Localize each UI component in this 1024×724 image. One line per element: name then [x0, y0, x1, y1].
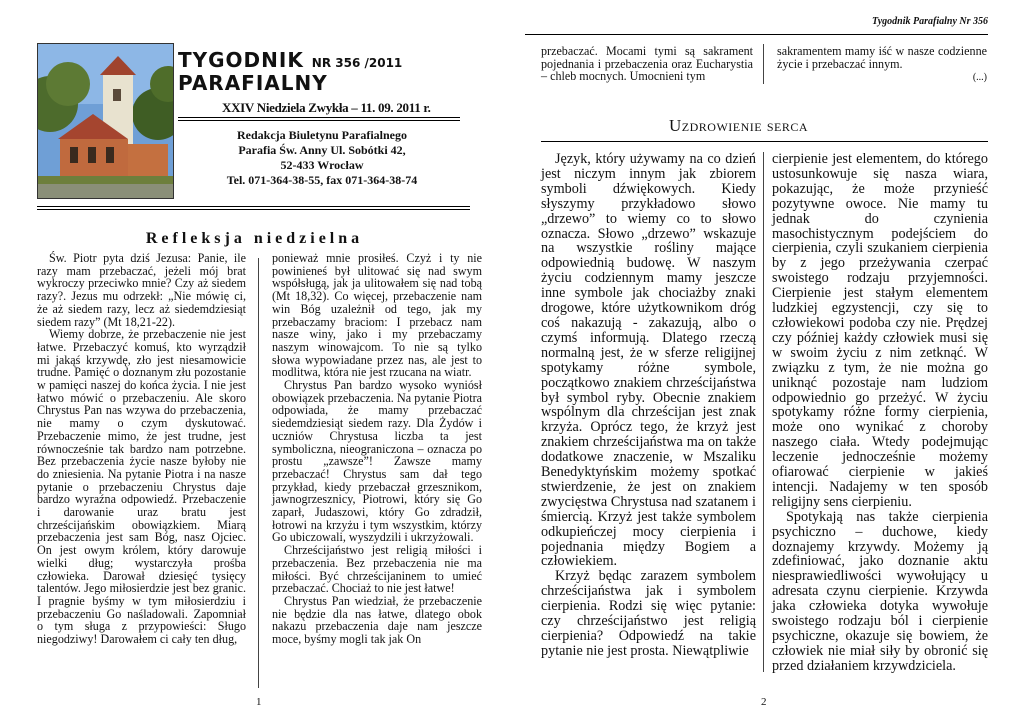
page-header [525, 4, 988, 34]
address-line: Tel. 071-364-38-55, fax 071-364-38-74 [226, 173, 418, 187]
masthead-title [178, 48, 402, 72]
paragraph: Spotykają nas także cierpienia psychiczno – duchowe, kiedy doznajemy krzywdy. Możemy ją zdefiniować, jako doznanie aktu niesprawiedliwości wywołujący u adresata czynu cierpienie. Krzywda jaka człowieka dotyka wywołuje swoistego rodzaju ból i cierpienie psychiczne, okazuje się bowiem, że człowiek nie miał siły by obronić się przed działaniem krzywdziciela. [772, 508, 988, 674]
page-number: 1 [256, 696, 262, 708]
paragraph: ponieważ mnie prosiłeś. Czyż i ty nie powinieneś był ulitować się nad swym współsługą, jak ja ulitowałem się nad tobą (Mt 18,32). Co więcej, przebaczenie nam win Bóg uzależnił od tego, jak my przebaczamy braciom: I przebacz nam nasze winy, jako i my przebaczamy naszym winowajcom. To nie są tylko słowa wypowiadane przez nas, ale jest to modlitwa, która nie jest rzucana na wiatr. [272, 251, 482, 380]
address-line: Redakcja Biuletynu Parafialnego [237, 128, 407, 142]
article-column-2 [772, 152, 988, 674]
continuation-text: sakramentem mamy iść w nasze codzienne życie i przebaczać innym. [777, 44, 987, 71]
column-divider [258, 258, 259, 688]
address-line: 52-433 Wrocław [280, 158, 364, 172]
column-divider [763, 44, 764, 84]
article-title: Uzdrowienie serca [669, 116, 809, 135]
masthead-rule [178, 117, 460, 121]
ellipsis: (...) [972, 72, 987, 84]
church-photo [37, 43, 174, 199]
section-title: Refleksja niedzielna [145, 230, 364, 247]
brand-word-1: TYGODNIK [178, 48, 304, 72]
issue-number: NR 356 /2011 [311, 56, 403, 70]
issue-date: XXIV Niedziela Zwykła – 11. 09. 2011 r. [222, 100, 431, 115]
editorial-address [192, 128, 452, 188]
article-title-rule [541, 141, 988, 142]
masthead-bottom-rule [37, 206, 470, 210]
paragraph: Chrystus Pan wiedział, że przebaczenie nie będzie dla nas łatwe, dlatego obok nakazu przebaczenia daje nam jeszcze moce, byśmy mogli tak jak On [272, 593, 482, 647]
paragraph: Chrześcijaństwo jest religią miłości i przebaczenia. Bez przebaczenia nie ma miłości. Być chrześcijaninem to umieć przebaczać. Chociaż to nie jest łatwe! [272, 543, 482, 596]
page-number: 2 [761, 696, 767, 708]
reflection-continuation-right [777, 45, 987, 85]
address-line: Parafia Św. Anny Ul. Sobótki 42, [238, 143, 406, 157]
paragraph: cierpienie jest elementem, do którego ustosunkowuje się nasza wiara, pokazując, że może przynieść pozytywne owoce. Nie mamy tu jednak do czynienia masochistycznym podejściem do cierpienia, czyli szukaniem cierpienia by z jego przeżywania czerpać swoistego rodzaju przyjemności. Cierpienie jest stałym elementem ludzkiej egzystencji, czy się to człowiekowi podoba czy nie. Prędzej czy później każdy człowiek musi się w swoim życiu z nim zetknąć. W związku z tym, że nie można go uniknąć pozostaje nam ludziom odpowiednio go przeżyć. W życiu spotykamy różne formy cierpienia, może ono wynikać z choroby naszego ciała. Wtedy podejmując leczenie jednocześnie możemy ofiarować cierpienie w jakieś intencji. Nadajemy w ten sposób religijny sens cierpieniu. [772, 151, 988, 510]
paragraph: Wiemy dobrze, że przebaczenie nie jest łatwe. Przebaczyć komuś, kto wyrządził mi jakąś krzywdę, zło jest niesamowicie trudne. Pamięć o doznanym złu pozostanie w pamięci naszej do końca życia. I nie jest łatwo mówić o przebaczeniu. Ale skoro Chrystus Pan nas wzywa do przebaczenia, nie mamy o czym dyskutować. Przebaczenie mimo, że jest trudne, jest równocześnie tak bardzo nam potrzebne. Bez przebaczenia życie nasze byłoby nie do zniesienia. Na pytanie Piotra i na nasze pytanie o przebaczeniu Chrystus daje bardzo wyraźna odpowiedź. Przebaczenie i darowanie uraz bratu jest chrześcijańskim obowiązkiem. Miarą przebaczenia jest sam Bóg, nasz Ojciec. On jest owym królem, który darowuje wielki dług; wystarczyła prośba człowieka. Darował dziesięć tysięcy talentów. Jego miłosierdzie jest bez granic. I pragnie byśmy w tym miłosierdziu i przebaczeniu Go naśladowali. Zapomniał o tym sługa z przypowieści: Sługo niegodziwy! Darowałem ci cały ten dług, [37, 327, 246, 647]
reflection-column-1 [37, 252, 246, 646]
article-column-1 [541, 152, 756, 659]
reflection-continuation-left: przebaczać. Mocami tymi są sakrament pojednania i przebaczenia oraz Eucharystia – chleb mocnych. Umocnieni tym [541, 44, 753, 84]
paragraph: Chrystus Pan bardzo wysoko wyniósł obowiązek przebaczenia. Na pytanie Piotra odpowiada, że mamy przebaczać siedemdziesiąt siedem razy. Dla Żydów i uczniów Chrystusa liczba ta jest symboliczna, nieograniczona – oznacza po prostu „zawsze”! Zawsze mamy przebaczać! Chrystus sam dał tego przykład, kiedy przebaczał grzesznikom, jawnogrzesznicy, Piotrowi, który się Go zaparł, Judaszowi, który Go zdradził, łotrowi na krzyżu i tym wszystkim, którzy Go ubiczowali, wyszydzili i ukrzyżowali. [272, 378, 482, 545]
paragraph: Język, który używamy na co dzień jest niczym innym jak zbiorem symboli dźwiękowych. Kiedy słyszymy przykładowo słowo „drzewo” to wiemy co to słowo oznacza. Słowo „drzewo” wskazuje na wszystkie rośliny mające odpowiednią budowę. W naszym życiu codziennym mamy jeszcze inne symbole jak chociażby znaki drogowe, które użytkownikom dróg coś nakazują - zakazują, albo o czymś informują. Dlatego rzeczą normalną jest, że w sferze religijnej spotykamy różne symbole, początkowo znakiem chrześcijaństwa był symbol ryby. Obecnie znakiem wspólnym dla chrześcijan jest znak krzyża. Oprócz tego, że krzyż jest znakiem chrześcijaństwa ma on także dodatkowe znaczenie, w Mszaliku Benedyktyńskim możemy spotkać stwierdzenie, że jest on znakiem zwycięstwa Chrystusa nad szatanem i śmiercią. Krzyż jest także symbolem odkupieńczej mocy cierpienia i pojednania między Bogiem a człowiekiem. [541, 151, 756, 570]
column-divider [763, 152, 764, 672]
paragraph: Krzyż będąc zarazem symbolem chrześcijaństwa jak i symbolem cierpienia. Rodzi się więc pytanie: czy chrześcijaństwo jest religią cierpienia? Odpowiedź na takie pytanie nie jest prosta. Niewątpliwie [541, 568, 756, 659]
header-rule [525, 34, 988, 35]
masthead-subtitle: PARAFIALNY [178, 71, 328, 95]
paragraph: Św. Piotr pyta dziś Jezusa: Panie, ile razy mam przebaczać, jeżeli mój brat wykroczy przeciwko mnie? Czy aż siedem razy?. Jezus mu odrzekł: „Nie mówię ci, że aż siedem razy, lecz aż siedemdziesiąt siedem razy” (Mt 18,21-22). [37, 251, 246, 329]
reflection-column-2 [272, 252, 482, 646]
running-title: Tygodnik Parafialny Nr 356 [871, 16, 988, 27]
